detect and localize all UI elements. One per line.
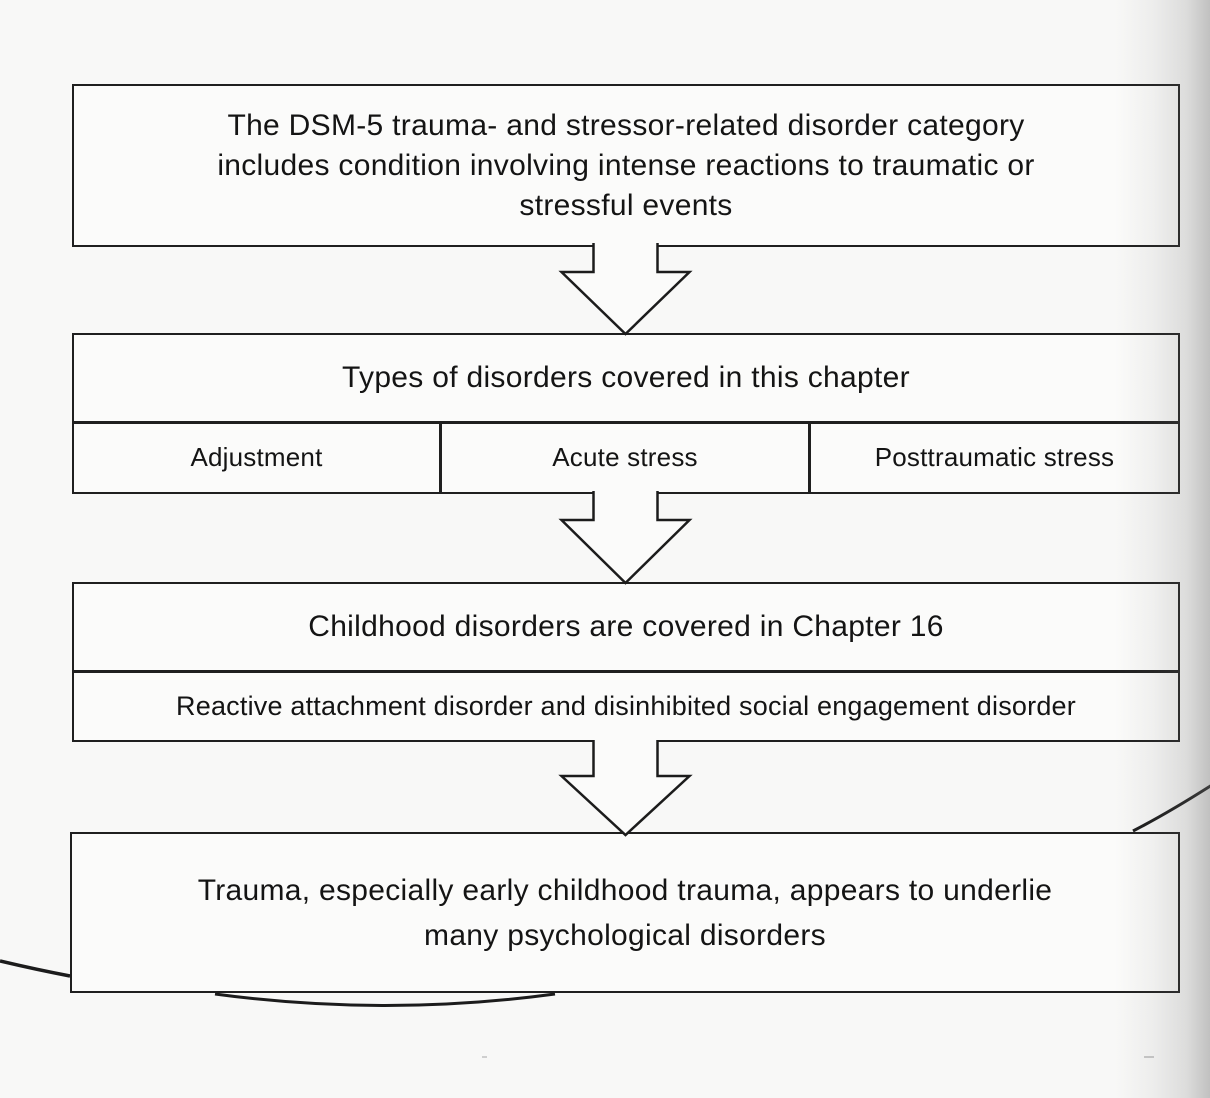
childhood-disorders-detail-row: Reactive attachment disorder and disinhibited social engagement disorder: [176, 690, 1076, 721]
disorder-cell-posttraumatic-stress: Posttraumatic stress: [874, 442, 1115, 473]
dsm5-category-text-line2: includes condition involving intense reactions to traumatic or: [217, 148, 1035, 182]
dsm5-category-text-line1: The DSM-5 trauma- and stressor-related disorder category: [227, 108, 1025, 142]
disorder-types-row: [74, 424, 1178, 493]
dsm5-category-box: [72, 84, 1180, 247]
scan-artifact: [482, 1056, 487, 1058]
trauma-underlies-text-line2: many psychological disorders: [424, 918, 826, 952]
disorder-cell-acute-stress: Acute stress: [439, 424, 811, 493]
page-curl-line-bottom-left: [0, 961, 70, 976]
trauma-underlies-text-line1: Trauma, especially early childhood trauma, appears to underlie: [197, 873, 1053, 907]
dsm5-category-text-line3: stressful events: [519, 188, 733, 222]
disorder-types-box: [72, 333, 1180, 494]
childhood-disorders-header: Childhood disorders are covered in Chapter 16: [74, 584, 1178, 673]
page-curl-line-top-right: [1133, 785, 1210, 831]
down-arrow-icon: [562, 740, 690, 835]
disorder-types-header: Types of disorders covered in this chapter: [74, 335, 1178, 424]
down-arrow-icon: [562, 491, 690, 583]
trauma-underlies-box: [70, 832, 1180, 993]
down-arrow-icon: [562, 243, 690, 334]
disorder-cell-adjustment: Adjustment: [190, 442, 323, 473]
scan-artifact: [1144, 1056, 1154, 1058]
page-curl-arc-bottom: [215, 994, 555, 1006]
childhood-disorders-box: [72, 582, 1180, 742]
